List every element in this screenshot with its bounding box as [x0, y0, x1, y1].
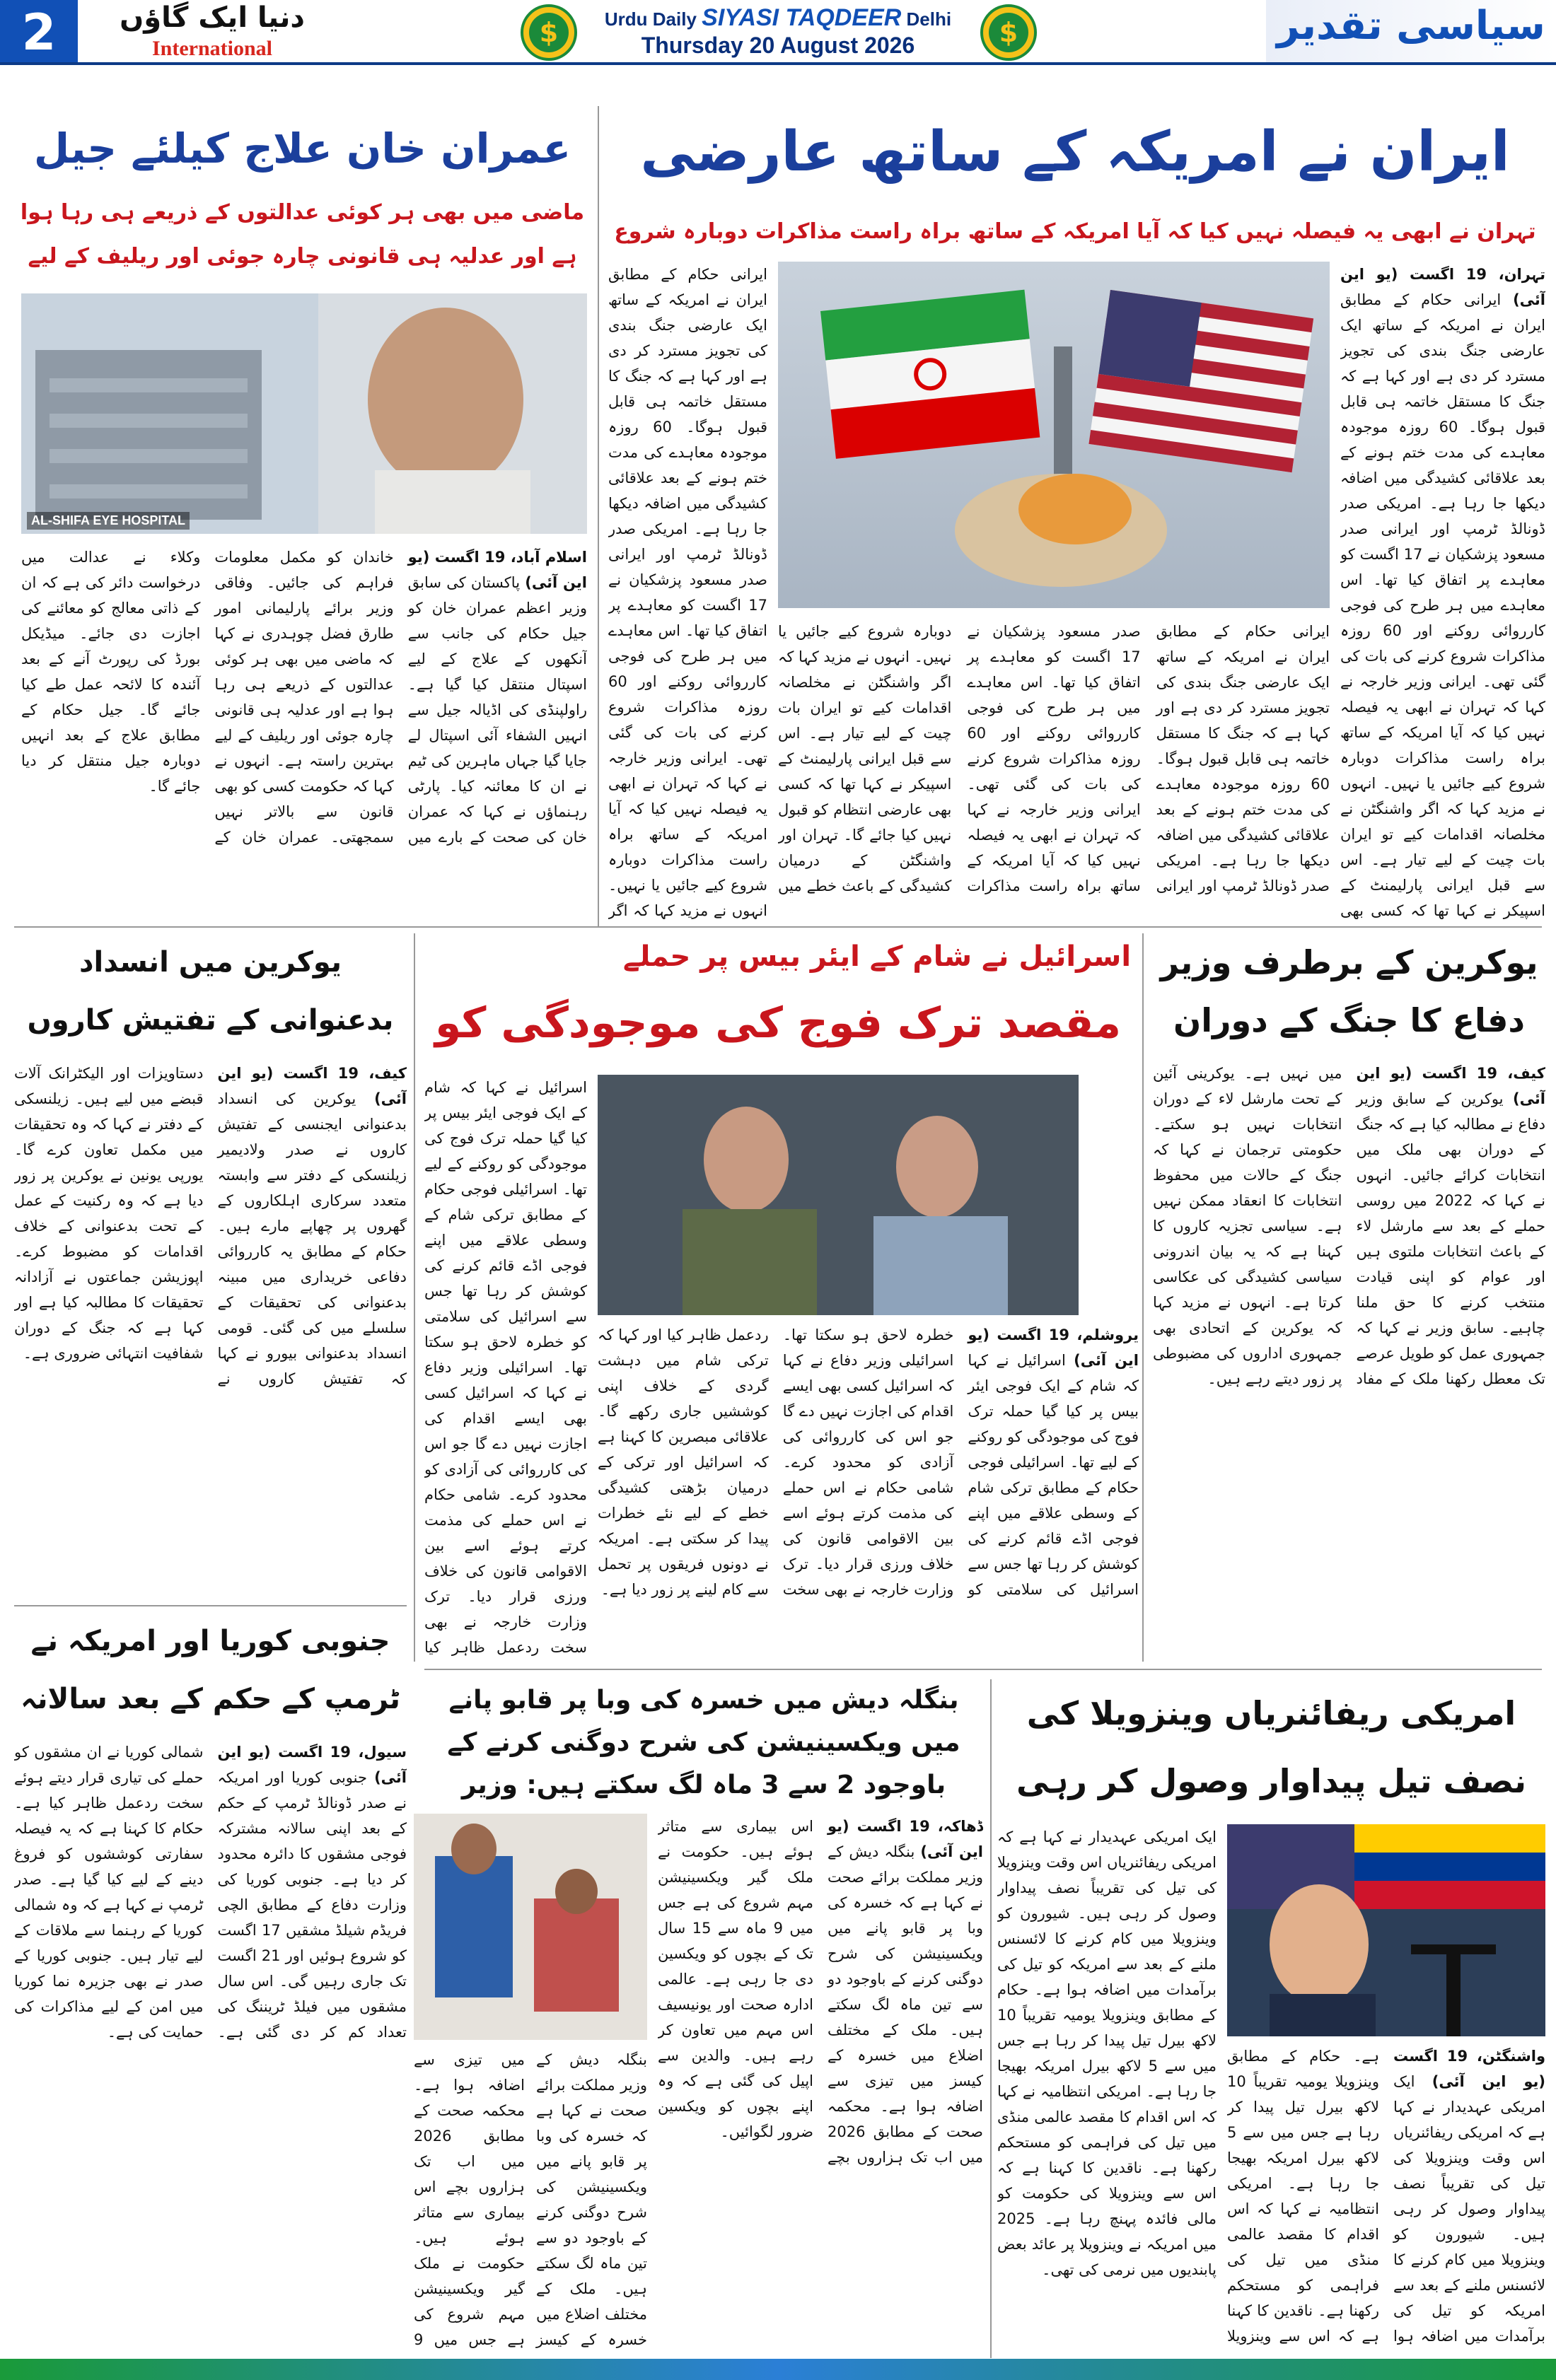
- bangladesh-body: [658, 1814, 983, 2358]
- israel-photo: [598, 1075, 1079, 1315]
- bangladesh-body-left: بنگلہ دیش کے وزیر مملکت برائے صحت نے کہا ہے کہ خسرہ کی وبا پر قابو پانے میں ویکسینیشن کی شرح دوگنی کرنے کے باوجود دو سے تین ماہ لگ سکتے ہیں۔ ملک کے مختلف اضلاع میں خسرہ کے کیسز میں تیزی سے اضافہ ہوا ہے۔ محکمہ صحت کے مطابق 2026 میں اب تک ہزاروں بچے اس بیماری سے متاثر ہوئے ہیں۔ حکومت نے ملک گیر ویکسینیشن مہم شروع کی ہے جس میں 9: [414, 2051, 647, 2348]
- hospital-and-portrait-image: [21, 293, 587, 534]
- bangladesh-headline: بنگلہ دیش میں خسرہ کی وبا پر قابو پانے میں ویکسینیشن کی شرح دوگنی کرنے کے باوجود 2 سے 3 ماہ لگ سکتے ہیں: وزیر: [447, 1686, 960, 1799]
- lead-subheadline: تہران نے ابھی یہ فیصلہ نہیں کیا کہ آیا امریکہ کے ساتھ براہ راست مذاکرات دوبارہ شروع: [614, 219, 1536, 244]
- imran-subheadline: ماضی میں بھی ہر کوئی عدالتوں کے ذریعے ہی رہا ہوا ہے اور عدلیہ ہی قانونی چارہ جوئی اور ریلیف کے لیے: [20, 200, 585, 269]
- dollar-coin-emblem-icon: [980, 4, 1038, 62]
- svg-text:$: $: [539, 17, 559, 48]
- ukraine-left-headline: یوکرین میں انسداد بدعنوانی کے تفتیش کاروں: [27, 946, 394, 1037]
- lead-dateline: تہران، 19 اگست (یو این آئی): [1340, 266, 1545, 308]
- page-number: 2: [0, 0, 78, 65]
- lead-headline: ایران نے امریکہ کے ساتھ عارضی: [640, 120, 1510, 184]
- lead-column-left: ایرانی حکام کے مطابق ایران نے امریکہ کے ساتھ ایک عارضی جنگ بندی کی تجویز مسترد کر دی ہے اور کہا ہے کہ جنگ کا مستقل خاتمہ ہی قابل قبول ہوگا۔ 60 روزہ موجودہ معاہدے کی مدت ختم ہونے کے بعد علاقائی کشیدگی میں اضافہ دیکھا جا رہا ہے۔ امریکی صدر ڈونالڈ ٹرمپ اور ایرانی صدر مسعود پزشکیان نے 17 اگست کو معاہدے پر اتفاق کیا تھا۔ اس معاہدے میں ہر طرح کی فوجی کارروائی روکنے اور 60 روزہ مذاکرات شروع کرنے کی بات کی گئی تھی۔ ایرانی وزیر خارجہ نے کہا کہ تہران نے ابھی یہ فیصلہ نہیں کیا کہ آیا امریکہ کے ساتھ براہ راست مذاکرات دوبارہ شروع کیے جائیں یا نہیں۔ انہوں نے مزید کہا کہ اگر: [608, 266, 767, 919]
- israel-headline-main: مقصد ترک فوج کی موجودگی کو: [434, 998, 1122, 1048]
- lead-column-1: [1340, 262, 1545, 919]
- brand-top-left: Urdu Daily: [604, 8, 697, 30]
- oil-body: [1227, 2043, 1545, 2358]
- lead-photo: [778, 262, 1330, 608]
- israel-body: [598, 1322, 1139, 1662]
- brand-city: Delhi: [906, 8, 952, 30]
- brand-band: [587, 4, 969, 62]
- oil-trump-venezuela-image: [1227, 1824, 1545, 2036]
- ukraine-left-body: [14, 1061, 407, 1598]
- imran-dateline: اسلام آباد، 19 اگست (یو این آئی): [407, 549, 587, 591]
- footer-band: [0, 2359, 1556, 2380]
- israel-headline-top: اسرائیل نے شام کے ایئر بیس پر حملے: [622, 940, 1132, 973]
- newspaper-name-urdu: سیاسی تقدیر: [1277, 3, 1545, 49]
- imran-photo-caption: AL-SHIFA EYE HOSPITAL: [27, 512, 190, 530]
- korea-dateline: سیول، 19 اگست (یو این آئی): [217, 1744, 407, 1786]
- ukraine-right-body: [1153, 1061, 1545, 1662]
- section-rule: [14, 1605, 407, 1606]
- section-title-english: International: [151, 37, 272, 60]
- israel-left-col: اسرائیل نے کہا کہ شام کے ایک فوجی ایئر بیس پر کیا گیا حملہ ترک فوج کی موجودگی کو روکنے کے لیے تھا۔ اسرائیلی فوجی حکام کے مطابق ترکی شام کے وسطی علاقے میں اپنے فوجی اڈے قائم کرنے کی کوشش کر رہا تھا جس سے اسرائیل کی سلامتی کو خطرہ لاحق ہو سکتا تھا۔ اسرائیلی وزیر دفاع نے کہا کہ اسرائیل کسی بھی ایسے اقدام کی اجازت نہیں دے گا جو اس کی کارروائی کی آزادی کو محدود کرے۔ شامی حکام نے اس حملے کی مذمت کرتے ہوئے اسے بین الاقوامی قانون کی خلاف ورزی قرار دیا۔ ترک وزارت خارجہ نے بھی سخت ردعمل ظاہر کیا: [424, 1079, 587, 1656]
- imran-headline: عمران خان علاج کیلئے جیل: [33, 124, 571, 173]
- oil-body-left: ایک امریکی عہدیدار نے کہا ہے کہ امریکی ریفائنریاں اس وقت وینزویلا کی تیل کی تقریباً نصف پیداوار وصول کر رہی ہیں۔ شیورون کو وینزویلا میں کام کرنے کا لائسنس ملنے کے بعد سے امریکہ کو تیل کی برآمدات میں اضافہ ہوا ہے۔ حکام کے مطابق وینزویلا یومیہ تقریباً 10 لاکھ بیرل تیل پیدا کر رہا ہے جس میں سے 5 لاکھ بیرل امریکہ بھیجا جا رہا ہے۔ امریکی انتظامیہ نے کہا کہ اس اقدام کا مقصد عالمی منڈی میں تیل کی فراہمی کو مستحکم رکھنا ہے۔ ناقدین کا کہنا ہے کہ اس سے وینزویلا کی حکومت کو مالی فائدہ پہنچ رہا ہے۔ 2025 میں امریکہ نے وینزویلا پر عائد بعض پابندیوں میں نرمی کی تھی۔: [997, 1828, 1217, 2278]
- israel-dateline: یروشلم، 19 اگست (یو این آئی): [968, 1326, 1139, 1369]
- oil-dateline: واشنگٹن، 19 اگست (یو این آئی): [1393, 2048, 1545, 2090]
- dollar-coin-emblem-icon: [520, 4, 578, 62]
- military-officials-image: [598, 1075, 1079, 1315]
- israel-text: اسرائیل نے کہا کہ شام کے ایک فوجی ایئر بیس پر کیا گیا حملہ ترک فوج کی موجودگی کو روکنے کے لیے تھا۔ اسرائیلی فوجی حکام کے مطابق ترکی شام کے وسطی علاقے میں اپنے فوجی اڈے قائم کرنے کی کوشش کر رہا تھا جس سے اسرائیل کی سلامتی کو خطرہ لاحق ہو سکتا تھا۔ اسرائیلی وزیر دفاع نے کہا کہ اسرائیل کسی بھی ایسے اقدام کی اجازت نہیں دے گا جو اس کی کارروائی کی آزادی کو محدود کرے۔ شامی حکام نے اس حملے کی مذمت کرتے ہوئے اسے بین الاقوامی قانون کی خلاف ورزی قرار دیا۔ ترک وزارت خارجہ نے بھی سخت ردعمل ظاہر کیا اور کہا کہ ترکی شام میں دہشت گردی کے خلاف اپنی کوششیں جاری رکھے گا۔ علاقائی مبصرین کا کہنا ہے کہ اسرائیل اور ترکی کے درمیان بڑھتی کشیدگی خطے کے لیے نئے خطرات پیدا کر سکتی ہے۔ امریکہ نے دونوں فریقوں پر تحمل سے کام لینے پر زور دیا ہے۔: [598, 1326, 1139, 1598]
- lead-columns: ایرانی حکام کے مطابق ایران نے امریکہ کے ساتھ ایک عارضی جنگ بندی کی تجویز مسترد کر دی ہے اور کہا ہے کہ جنگ کا مستقل خاتمہ ہی قابل قبول ہوگا۔ 60 روزہ موجودہ معاہدے کی مدت ختم ہونے کے بعد علاقائی کشیدگی میں اضافہ دیکھا جا رہا ہے۔ امریکی صدر ڈونالڈ ٹرمپ اور ایرانی صدر مسعود پزشکیان نے 17 اگست کو معاہدے پر اتفاق کیا تھا۔ اس معاہدے میں ہر طرح کی فوجی کارروائی روکنے اور 60 روزہ مذاکرات شروع کرنے کی بات کی گئی تھی۔ ایرانی وزیر خارجہ نے کہا کہ تہران نے ابھی یہ فیصلہ نہیں کیا کہ آیا امریکہ کے ساتھ براہ راست مذاکرات دوبارہ شروع کیے جائیں یا نہیں۔ انہوں نے مزید کہا کہ اگر واشنگٹن نے مخلصانہ اقدامات کیے تو ایران بات چیت کے لیے تیار ہے۔ اس سے قبل ایرانی پارلیمنٹ کے اسپیکر نے کہا تھا کہ کسی بھی عارضی انتظام کو قبول نہیں کیا جائے گا۔ تہران اور واشنگٹن کے درمیان کشیدگی کے باعث خطے میں: [778, 623, 1330, 894]
- column-rule: [598, 106, 599, 926]
- masthead: [0, 0, 1556, 65]
- section-title-urdu: دنیا ایک گاؤں: [120, 1, 305, 34]
- korea-body: [14, 1739, 407, 2347]
- oil-headline: امریکی ریفائنریاں وینزویلا کی نصف تیل پیداوار وصول کر رہی: [1016, 1694, 1526, 1800]
- brand-name: SIYASI TAQDEER: [702, 4, 902, 31]
- bangladesh-dateline: ڈھاکہ، 19 اگست (یو این آئی): [828, 1818, 983, 1860]
- lead-body: ایرانی حکام کے مطابق ایران نے امریکہ کے ساتھ ایک عارضی جنگ بندی کی تجویز مسترد کر دی ہے اور کہا ہے کہ جنگ کا مستقل خاتمہ ہی قابل قبول ہوگا۔ 60 روزہ موجودہ معاہدے کی مدت ختم ہونے کے بعد علاقائی کشیدگی میں اضافہ دیکھا جا رہا ہے۔ امریکی صدر ڈونالڈ ٹرمپ اور ایرانی صدر مسعود پزشکیان نے 17 اگست کو معاہدے پر اتفاق کیا تھا۔ اس معاہدے میں ہر طرح کی فوجی کارروائی روکنے اور 60 روزہ مذاکرات شروع کرنے کی بات کی گئی تھی۔ ایرانی وزیر خارجہ نے کہا کہ تہران نے ابھی یہ فیصلہ نہیں کیا کہ آیا امریکہ کے ساتھ براہ راست مذاکرات دوبارہ شروع کیے جائیں یا نہیں۔ انہوں نے مزید کہا کہ اگر واشنگٹن نے مخلصانہ اقدامات کیے تو ایران بات چیت کے لیے تیار ہے۔ اس سے قبل ایرانی پارلیمنٹ کے اسپیکر نے کہا تھا کہ کسی بھی: [1340, 291, 1545, 919]
- ukraine-left-dateline: کیف، 19 اگست (یو این آئی): [217, 1065, 407, 1107]
- ukraine-left-text: یوکرین کی انسداد بدعنوانی ایجنسی کے تفتیش کاروں نے صدر ولادیمیر زیلنسکی کے دفتر سے وابستہ متعدد سرکاری اہلکاروں کے گھروں پر چھاپے مارے ہیں۔ حکام کے مطابق یہ کارروائی دفاعی خریداری میں مبینہ بدعنوانی کی تحقیقات کے سلسلے میں کی گئی۔ قومی انسداد بدعنوانی بیورو نے کہا کہ تفتیش کاروں نے دستاویزات اور الیکٹرانک آلات قبضے میں لیے ہیں۔ زیلنسکی کے دفتر نے کہا کہ وہ تحقیقات میں مکمل تعاون کرے گا۔ یورپی یونین نے یوکرین پر زور دیا ہے کہ وہ رکنیت کے عمل کے تحت بدعنوانی کے خلاف اقدامات کو مضبوط کرے۔ اپوزیشن جماعتوں نے آزادانہ تحقیقات کا مطالبہ کیا ہے اور کہا ہے کہ جنگ کے دوران شفافیت انتہائی ضروری ہے۔: [14, 1065, 407, 1387]
- svg-text:$: $: [999, 17, 1018, 48]
- ukraine-right-text: یوکرین کے سابق وزیر دفاع نے مطالبہ کیا ہے کہ جنگ کے دوران بھی ملک میں انتخابات کرائے جائیں۔ انہوں نے کہا کہ 2022 میں روسی حملے کے بعد سے مارشل لاء کے باعث انتخابات ملتوی ہیں اور عوام کو اپنی قیادت منتخب کرنے کا حق ملنا چاہیے۔ سابق وزیر نے کہا کہ جمہوری عمل کو طویل عرصے تک معطل رکھنا ملک کے مفاد میں نہیں ہے۔ یوکرینی آئین کے تحت مارشل لاء کے دوران انتخابات نہیں ہو سکتے۔ حکومتی ترجمان نے کہا کہ جنگ کے حالات میں محفوظ انتخابات کا انعقاد ممکن نہیں ہے۔ سیاسی تجزیہ کاروں کا کہنا ہے کہ یہ بیان اندرونی سیاسی کشیدگی کی عکاسی کرتا ہے۔ انہوں نے مزید کہا کہ یوکرین کے اتحادی بھی جمہوری اداروں کی مضبوطی پر زور دیتے رہے ہیں۔: [1153, 1065, 1545, 1387]
- iran-us-flags-image: [778, 262, 1330, 608]
- ukraine-right-headline: یوکرین کے برطرف وزیر دفاع کا جنگ کے دوران: [1160, 943, 1538, 1039]
- imran-photo: [21, 293, 587, 534]
- column-rule: [1142, 933, 1144, 1662]
- oil-photo: [1227, 1824, 1545, 2036]
- ukraine-right-dateline: کیف، 19 اگست (یو این آئی): [1356, 1065, 1545, 1107]
- imran-body: [21, 544, 587, 919]
- korea-text: جنوبی کوریا اور امریکہ نے صدر ڈونالڈ ٹرمپ کے حکم کے بعد اپنی سالانہ مشترکہ فوجی مشقوں کا دائرہ محدود کر دیا ہے۔ جنوبی کوریا کی وزارت دفاع کے مطابق الچی فریڈم شیلڈ مشقیں 17 اگست کو شروع ہوئیں اور 21 اگست تک جاری رہیں گی۔ اس سال مشقوں میں فیلڈ ٹریننگ کی تعداد کم کر دی گئی ہے۔ شمالی کوریا نے ان مشقوں کو حملے کی تیاری قرار دیتے ہوئے سخت ردعمل ظاہر کیا ہے۔ حکام کا کہنا ہے کہ یہ فیصلہ سفارتی کوششوں کو فروغ دینے کے لیے کیا گیا ہے۔ صدر ٹرمپ نے کہا ہے کہ وہ شمالی کوریا کے رہنما سے ملاقات کے لیے تیار ہیں۔ جنوبی کوریا کے صدر نے بھی جزیرہ نما کوریا میں امن کے لیے مذاکرات کی حمایت کی ہے۔: [14, 1744, 407, 2041]
- column-rule: [414, 933, 415, 1662]
- oil-text: ایک امریکی عہدیدار نے کہا ہے کہ امریکی ریفائنریاں اس وقت وینزویلا کی تیل کی تقریباً نصف پیداوار وصول کر رہی ہیں۔ شیورون کو وینزویلا میں کام کرنے کا لائسنس ملنے کے بعد سے امریکہ کو تیل کی برآمدات میں اضافہ ہوا ہے۔ حکام کے مطابق وینزویلا یومیہ تقریباً 10 لاکھ بیرل تیل پیدا کر رہا ہے جس میں سے 5 لاکھ بیرل امریکہ بھیجا جا رہا ہے۔ امریکی انتظامیہ نے کہا کہ اس اقدام کا مقصد عالمی منڈی میں تیل کی فراہمی کو مستحکم رکھنا ہے۔ ناقدین کا کہنا ہے کہ اس سے وینزویلا: [1227, 2048, 1545, 2345]
- issue-date: Thursday 20 August 2026: [641, 33, 915, 58]
- bangladesh-photo: [414, 1814, 647, 2040]
- vaccination-scene-image: [414, 1814, 647, 2040]
- column-rule: [990, 1679, 992, 2358]
- section-rule: [14, 926, 1542, 928]
- korea-headline: جنوبی کوریا اور امریکہ نے ٹرمپ کے حکم کے بعد سالانہ: [21, 1625, 400, 1715]
- newspaper-name-box: [1266, 0, 1556, 65]
- bangladesh-text: بنگلہ دیش کے وزیر مملکت برائے صحت نے کہا ہے کہ خسرہ کی وبا پر قابو پانے میں ویکسینیشن کی شرح دوگنی کرنے کے باوجود دو سے تین ماہ لگ سکتے ہیں۔ ملک کے مختلف اضلاع میں خسرہ کے کیسز میں تیزی سے اضافہ ہوا ہے۔ محکمہ صحت کے مطابق 2026 میں اب تک ہزاروں بچے اس بیماری سے متاثر ہوئے ہیں۔ حکومت نے ملک گیر ویکسینیشن مہم شروع کی ہے جس میں 9 ماہ سے 15 سال تک کے بچوں کو ویکسین دی جا رہی ہے۔ عالمی ادارہ صحت اور یونیسیف اس مہم میں تعاون کر رہے ہیں۔ والدین سے اپیل کی گئی ہے کہ وہ اپنے بچوں کو ویکسین ضرور لگوائیں۔: [658, 1818, 983, 2166]
- section-rule: [424, 1669, 1542, 1670]
- brand-line: [587, 4, 969, 33]
- imran-body-text: پاکستان کی سابق وزیر اعظم عمران خان کو جیل حکام کی جانب سے آنکھوں کے علاج کے لیے اسپتال منتقل کیا گیا ہے۔ راولپنڈی کی اڈیالہ جیل سے انہیں الشفاء آئی اسپتال لے جایا گیا جہاں ماہرین کی ٹیم نے ان کا معائنہ کیا۔ پارٹی رہنماؤں نے کہا کہ عمران خان کی صحت کے بارے میں خاندان کو مکمل معلومات فراہم کی جائیں۔ وفاقی وزیر برائے پارلیمانی امور طارق فضل چوہدری نے کہا کہ ماضی میں بھی ہر کوئی عدالتوں کے ذریعے ہی رہا ہوا ہے اور عدلیہ ہی قانونی چارہ جوئی اور ریلیف کے لیے بہترین راستہ ہے۔ انہوں نے کہا کہ حکومت کسی کو بھی قانون سے بالاتر نہیں سمجھتی۔ عمران خان کے وکلاء نے عدالت میں درخواست دائر کی ہے کہ ان کے ذاتی معالج کو معائنے کی اجازت دی جائے۔ میڈیکل بورڈ کی رپورٹ آنے کے بعد آئندہ کا لائحہ عمل طے کیا جائے گا۔ جیل حکام کے مطابق علاج کے بعد انہیں دوبارہ جیل منتقل کر دیا جائے گا۔: [21, 549, 587, 846]
